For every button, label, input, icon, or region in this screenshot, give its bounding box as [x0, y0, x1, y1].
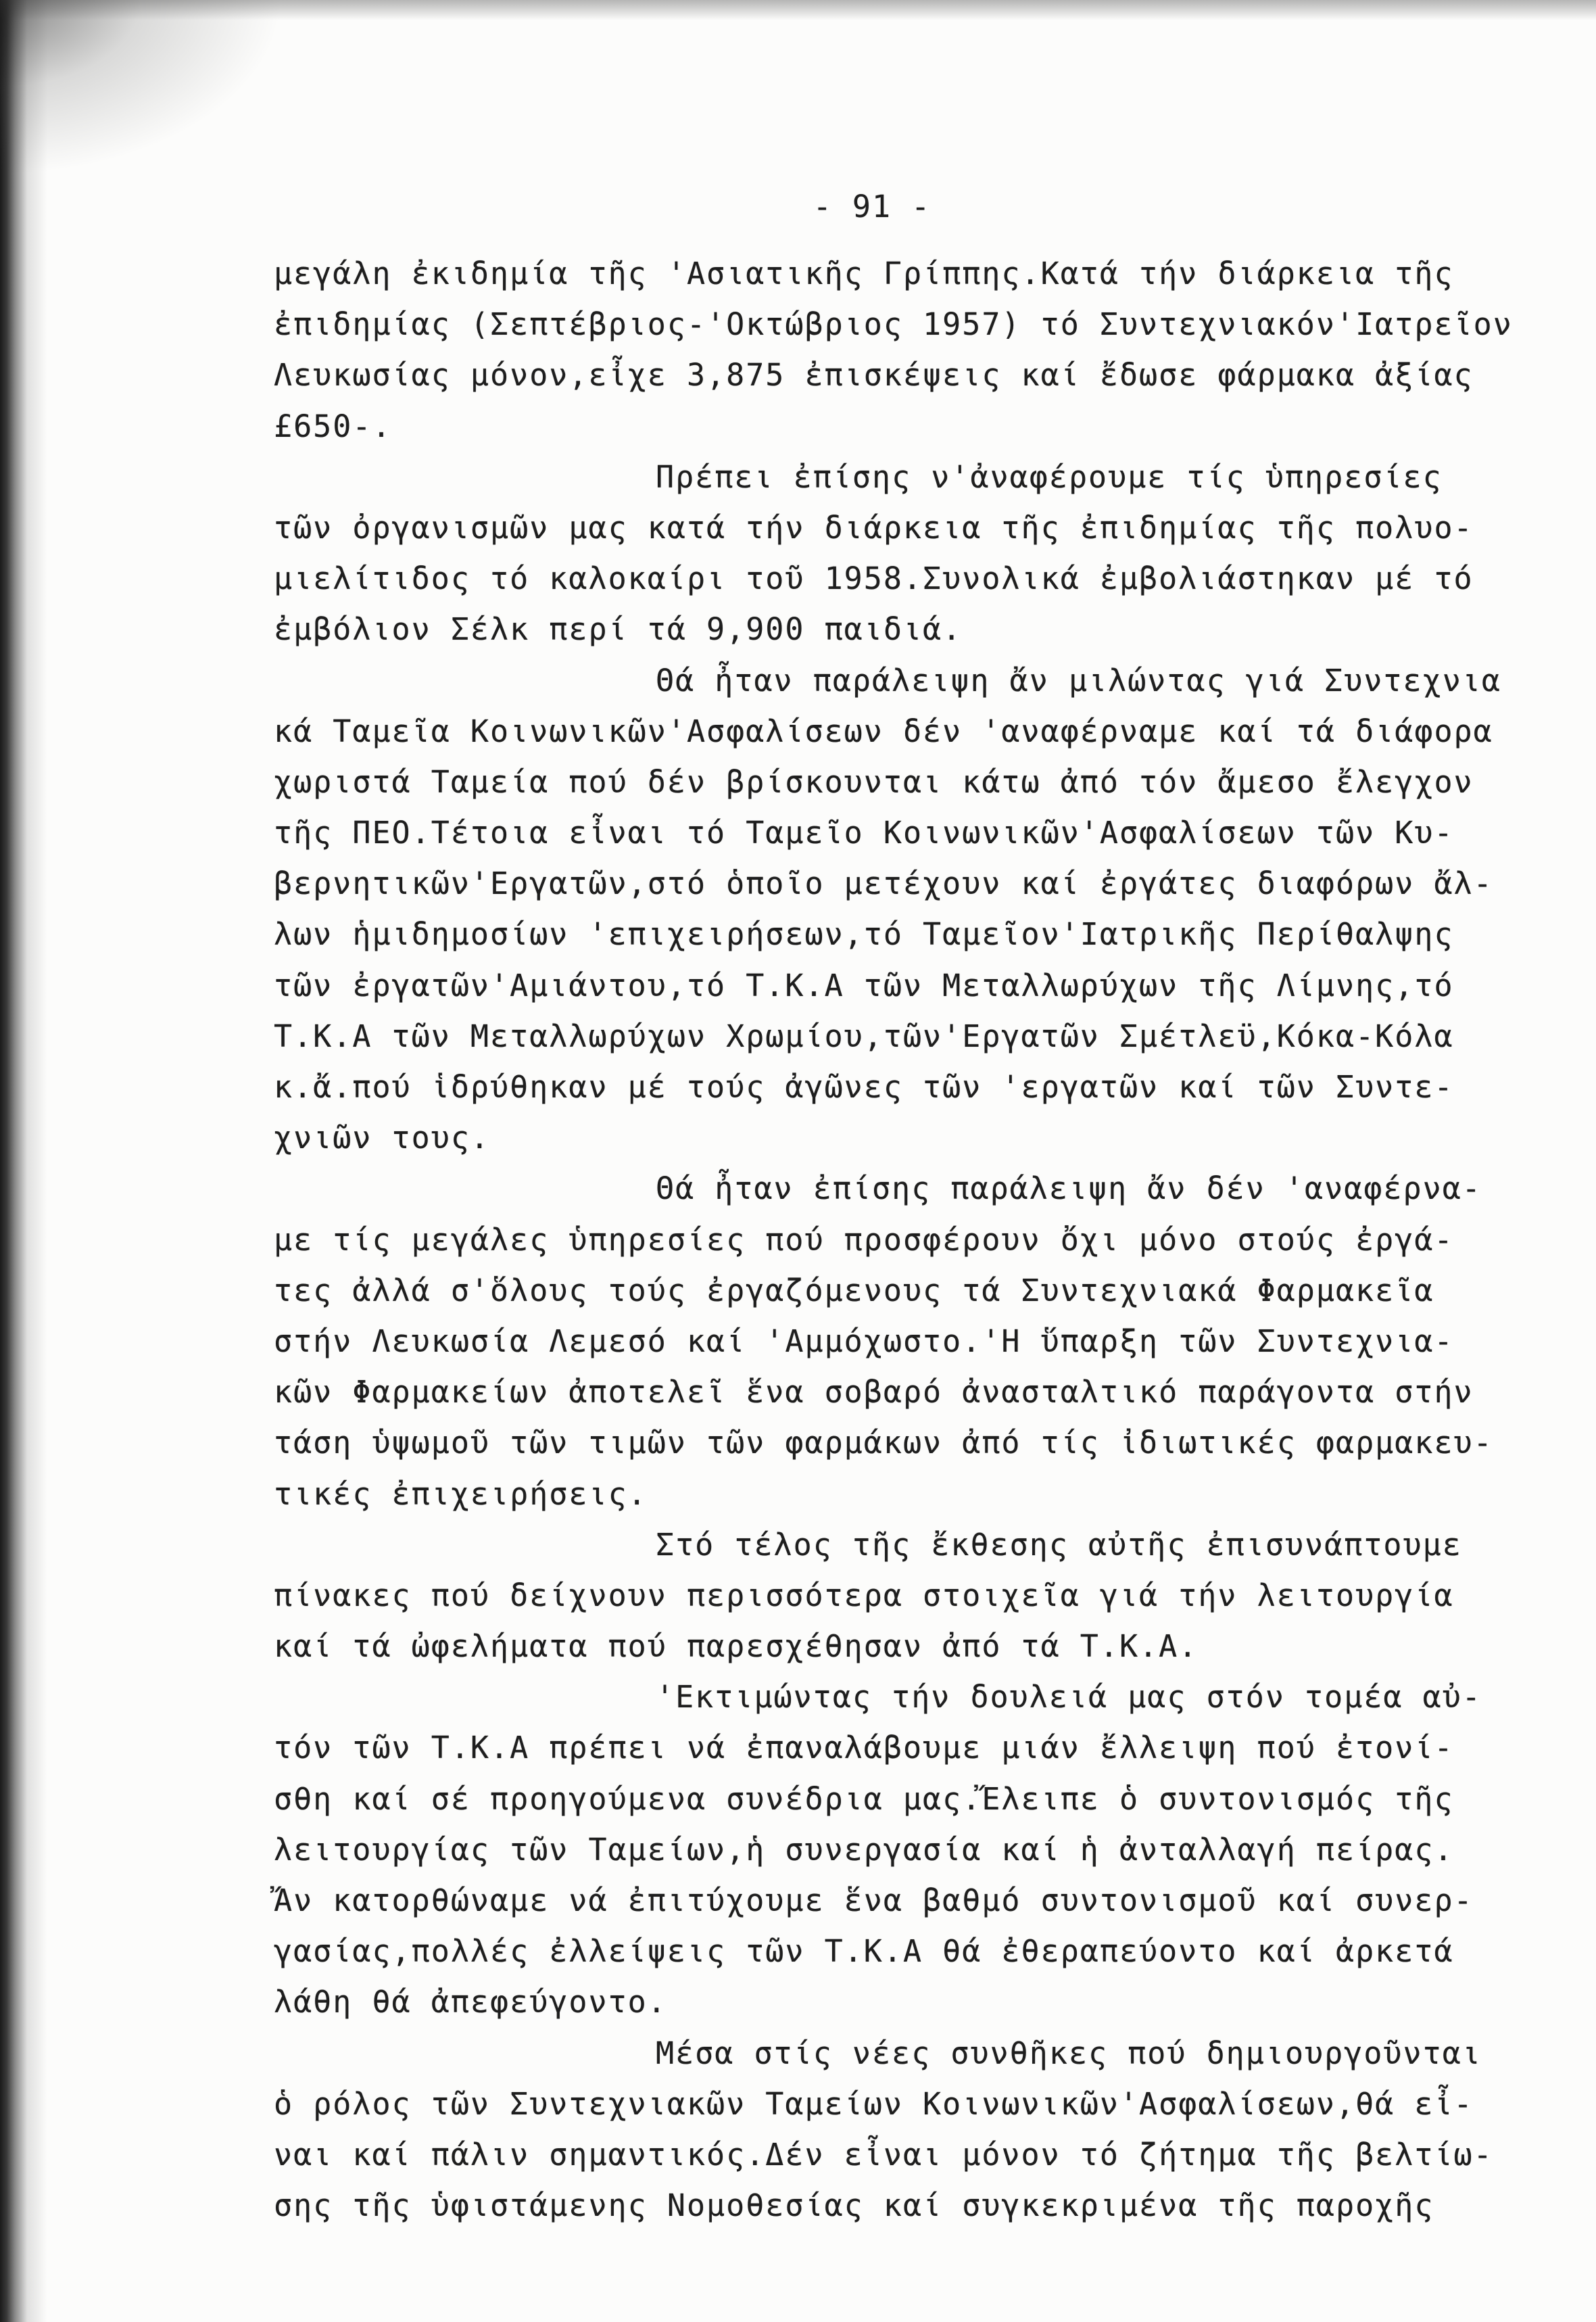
text-line: γασίας,πολλές ἐλλείψεις τῶν Τ.Κ.Α θά ἐθεραπεύοντο καί ἀρκετά — [274, 1933, 1454, 1970]
text-line: Λευκωσίας μόνον,εἶχε 3,875 ἐπισκέψεις καί ἔδωσε φάρμακα ἀξίας — [274, 357, 1474, 394]
text-line: χνιῶν τους. — [274, 1120, 491, 1156]
paragraph — [274, 1519, 1558, 1672]
text-line: λων ἡμιδημοσίων 'επιχειρήσεων,τό Ταμεῖον'Ιατρικῆς Περίθαλψης — [274, 916, 1454, 953]
text-line: Θά ἦταν ἐπίσης παράλειψη ἄν δέν 'αναφέρνα- — [656, 1170, 1482, 1207]
scan-top-edge — [0, 0, 1596, 20]
text-line: καί τά ὠφελήματα πού παρεσχέθησαν ἀπό τά Τ.Κ.Α. — [274, 1628, 1199, 1665]
text-line: μεγάλη ἐκιδημία τῆς 'Ασιατικῆς Γρίππης.Κατά τήν διάρκεια τῆς — [274, 256, 1454, 291]
text-line: τῶν ὀργανισμῶν μας κατά τήν διάρκεια τῆς ἐπιδημίας τῆς πολυο- — [274, 509, 1474, 546]
paragraph — [274, 655, 1558, 1164]
text-line: κά Ταμεῖα Κοινωνικῶν'Ασφαλίσεων δέν 'αναφέρναμε καί τά διάφορα — [274, 713, 1493, 749]
text-line: λάθη θά ἀπεφεύγοντο. — [274, 1984, 667, 2020]
paragraph — [274, 1163, 1558, 1519]
scan-top-corner — [0, 0, 284, 176]
text-line: ὁ ρόλος τῶν Συντεχνιακῶν Ταμείων Κοινωνικῶν'Ασφαλίσεων,θά εἶ- — [274, 2085, 1474, 2122]
text-line: πίνακες πού δείχνουν περισσότερα στοιχεῖα γιά τήν λειτουργία — [274, 1577, 1454, 1613]
paragraph — [274, 452, 1558, 655]
text-line: κῶν Φαρμακείων ἀποτελεῖ ἕνα σοβαρό ἀνασταλτικό παράγοντα στήν — [274, 1374, 1474, 1411]
text-line: χωριστά Ταμεία πού δέν βρίσκουνται κάτω ἀπό τόν ἄμεσο ἔλεγχον — [274, 763, 1474, 800]
text-line: ἐμβόλιον Σέλκ περί τά 9,900 παιδιά. — [274, 611, 963, 648]
paragraph — [274, 248, 1558, 452]
text-line: τῆς ΠΕΟ.Τέτοια εἶναι τό Ταμεῖο Κοινωνικῶν'Ασφαλίσεων τῶν Κυ- — [274, 815, 1454, 851]
text-line: ναι καί πάλιν σημαντικός.Δέν εἶναι μόνον τό ζήτημα τῆς βελτίω- — [274, 2136, 1493, 2173]
text-line: £650-. — [274, 408, 392, 444]
text-line: Στό τέλος τῆς ἔκθεσης αὐτῆς ἐπισυνάπτουμε — [656, 1526, 1462, 1563]
text-line: μιελίτιδος τό καλοκαίρι τοῦ 1958.Συνολικά ἐμβολιάστηκαν μέ τό — [274, 561, 1474, 597]
text-line: στήν Λευκωσία Λεμεσό καί 'Αμμόχωστο.'Η ὕπαρξη τῶν Συντεχνια- — [274, 1323, 1454, 1359]
paragraph — [274, 1672, 1558, 2027]
document-body — [274, 248, 1558, 2231]
text-line: τες ἀλλά σ'ὅλους τούς ἐργαζόμενους τά Συντεχνιακά Φαρμακεῖα — [274, 1272, 1434, 1308]
text-line: λειτουργίας τῶν Ταμείων,ἡ συνεργασία καί ἡ ἀνταλλαγή πείρας. — [274, 1831, 1454, 1868]
scan-left-edge — [0, 0, 47, 2322]
text-line: τάση ὑψωμοῦ τῶν τιμῶν τῶν φαρμάκων ἀπό τίς ἰδιωτικές φαρμακευ- — [274, 1425, 1493, 1461]
text-line: Ἄν κατορθώναμε νά ἐπιτύχουμε ἕνα βαθμό συντονισμοῦ καί συνερ- — [274, 1882, 1474, 1918]
text-line: τῶν ἐργατῶν'Αμιάντου,τό Τ.Κ.Α τῶν Μεταλλωρύχων τῆς Λίμνης,τό — [274, 967, 1454, 1003]
text-line: τικές ἐπιχειρήσεις. — [274, 1475, 648, 1512]
page-number: - 91 - — [813, 189, 932, 224]
text-line: βερνητικῶν'Εργατῶν,στό ὁποῖο μετέχουν καί ἐργάτες διαφόρων ἄλ- — [274, 866, 1493, 902]
text-line: Μέσα στίς νέες συνθῆκες πού δημιουργοῦνται — [656, 2035, 1482, 2071]
text-line: με τίς μεγάλες ὑπηρεσίες πού προσφέρουν ὄχι μόνο στούς ἐργά- — [274, 1221, 1454, 1258]
text-line: Πρέπει ἐπίσης ν'ἀναφέρουμε τίς ὑπηρεσίες — [656, 458, 1443, 495]
text-line: τόν τῶν Τ.Κ.Α πρέπει νά ἐπαναλάβουμε μιάν ἔλλειψη πού ἐτονί- — [274, 1730, 1454, 1766]
text-line: Θά ἦταν παράλειψη ἄν μιλώντας γιά Συντεχνια — [656, 662, 1501, 698]
text-line: Τ.Κ.Α τῶν Μεταλλωρύχων Χρωμίου,τῶν'Εργατῶν Σμέτλεϋ,Κόκα-Κόλα — [274, 1018, 1454, 1054]
text-line: ἐπιδημίας (Σεπτέβριος-'Οκτώβριος 1957) τό Συντεχνιακόν'Ιατρεῖον — [274, 306, 1513, 343]
text-line: σθη καί σέ προηγούμενα συνέδρια μας.Ἔλειπε ὁ συντονισμός τῆς — [274, 1780, 1454, 1817]
paragraph — [274, 2028, 1558, 2231]
text-line: σης τῆς ὑφιστάμενης Νομοθεσίας καί συγκεκριμένα τῆς παροχῆς — [274, 2187, 1434, 2224]
text-line: 'Εκτιμώντας τήν δουλειά μας στόν τομέα αὐ- — [656, 1679, 1482, 1715]
text-line: κ.ἄ.πού ἱδρύθηκαν μέ τούς ἀγῶνες τῶν 'εργατῶν καί τῶν Συντε- — [274, 1069, 1454, 1105]
